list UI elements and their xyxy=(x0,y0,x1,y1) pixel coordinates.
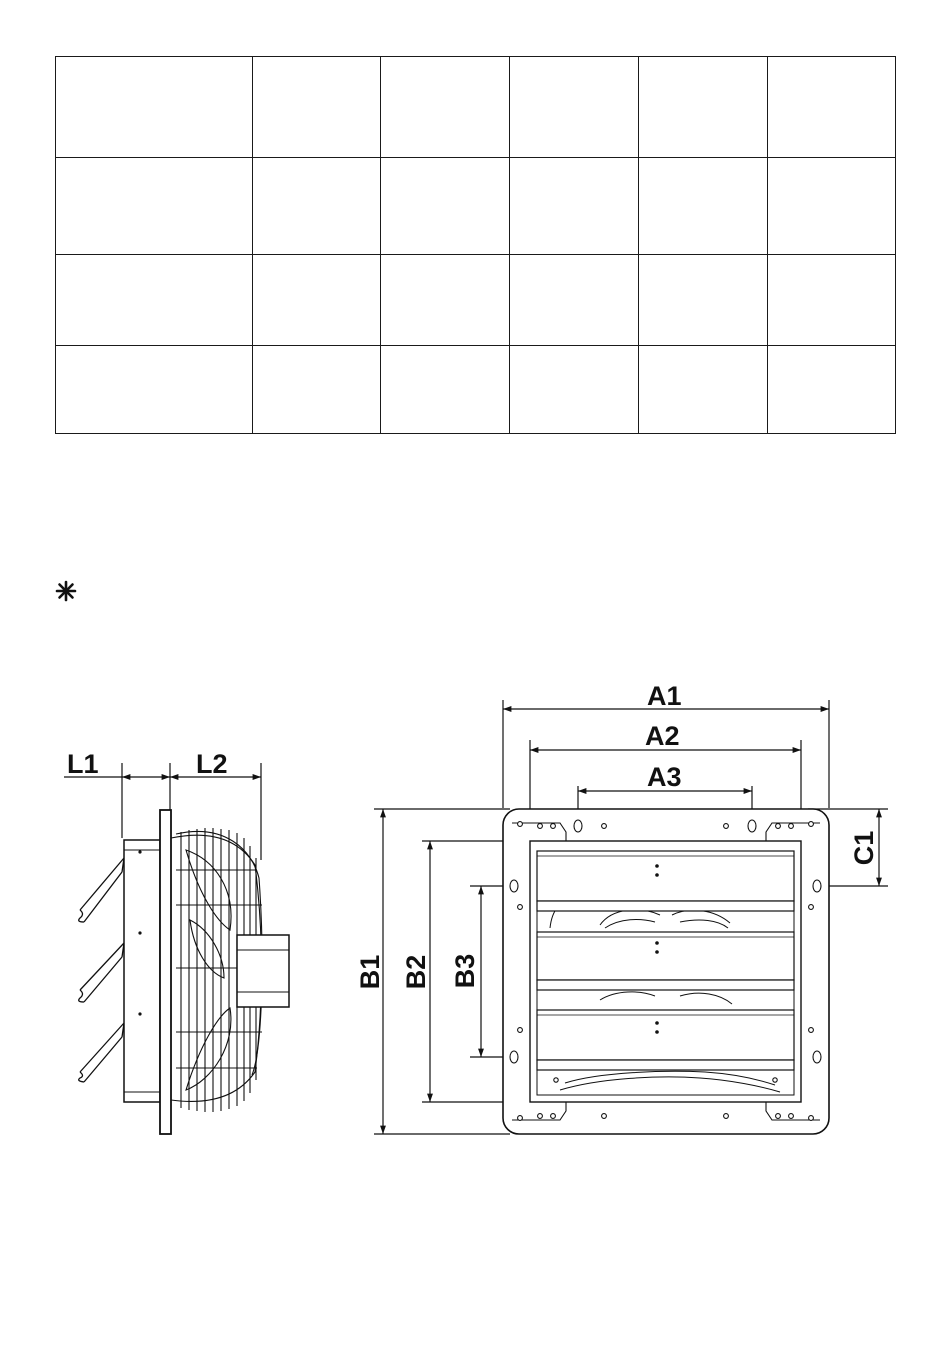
table-cell xyxy=(768,255,896,346)
fan-dimension-drawing xyxy=(0,660,950,1160)
table-cell xyxy=(56,158,253,255)
front-view xyxy=(355,681,888,1134)
table-cell xyxy=(381,255,510,346)
table-cell xyxy=(253,346,381,434)
table-row xyxy=(56,255,896,346)
table-cell xyxy=(510,255,639,346)
side-view xyxy=(64,749,289,1134)
table-cell xyxy=(56,255,253,346)
table-cell xyxy=(253,158,381,255)
table-cell xyxy=(510,158,639,255)
table-cell xyxy=(639,255,768,346)
table-cell xyxy=(510,57,639,158)
dim-label-l1: L1 xyxy=(67,749,99,779)
table-row xyxy=(56,57,896,158)
table-cell xyxy=(768,346,896,434)
table-cell xyxy=(768,158,896,255)
dim-label-a2: A2 xyxy=(645,721,680,751)
shutter-flaps xyxy=(79,858,124,1082)
dim-label-l2: L2 xyxy=(196,749,228,779)
table-row xyxy=(56,346,896,434)
dim-label-c1: C1 xyxy=(849,830,879,866)
dim-label-b3: B3 xyxy=(450,953,480,989)
dim-label-a3: A3 xyxy=(647,762,682,792)
spec-table xyxy=(55,56,896,434)
motor-housing xyxy=(237,935,289,1007)
table-cell xyxy=(253,57,381,158)
table-cell xyxy=(510,346,639,434)
table-cell xyxy=(639,346,768,434)
table-cell xyxy=(56,57,253,158)
table-cell xyxy=(639,57,768,158)
table-cell xyxy=(253,255,381,346)
dim-label-b1: B1 xyxy=(355,954,385,990)
table-cell xyxy=(768,57,896,158)
table-cell xyxy=(56,346,253,434)
louvre-slats xyxy=(537,851,794,1070)
table-cell xyxy=(381,346,510,434)
table-cell xyxy=(381,158,510,255)
table-cell xyxy=(381,57,510,158)
fan-housing xyxy=(124,840,160,1102)
mounting-plate xyxy=(160,810,171,1134)
table-row xyxy=(56,158,896,255)
dim-label-b2: B2 xyxy=(401,954,431,990)
table-cell xyxy=(639,158,768,255)
dim-label-a1: A1 xyxy=(647,681,682,711)
asterisk-icon xyxy=(55,580,77,602)
